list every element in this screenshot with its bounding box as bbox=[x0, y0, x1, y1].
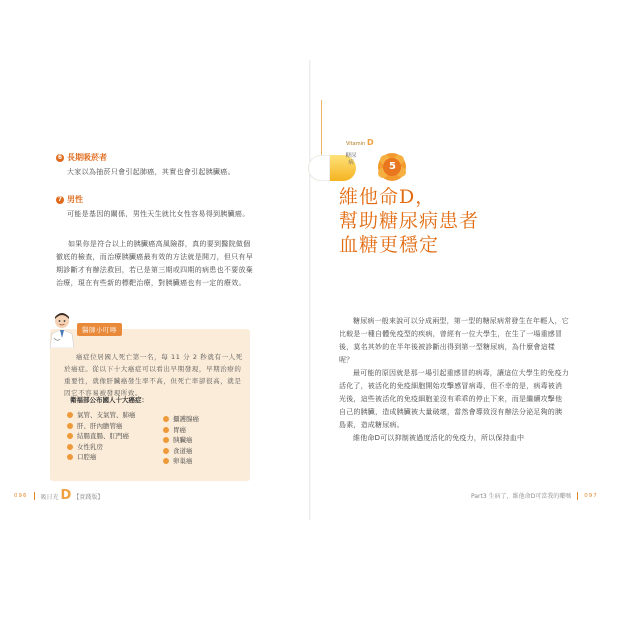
list-item-text: 結腸直腸、肛門癌 bbox=[77, 432, 129, 440]
chapter-number: 5 bbox=[389, 161, 396, 172]
book-title-suffix: 【實踐版】 bbox=[73, 493, 104, 501]
list-item bbox=[67, 452, 136, 463]
list-item-text: 胃癌 bbox=[173, 425, 186, 434]
tip-line: 因它不容易被發現所致。 bbox=[64, 389, 143, 397]
list-item-text: 食道癌 bbox=[173, 446, 193, 455]
chapter-label: 糖尿病 bbox=[345, 153, 357, 166]
page-number: 097 bbox=[584, 492, 598, 499]
doctor-illustration-icon bbox=[48, 312, 76, 348]
part-title: Part3 生病了，維他命D可當我的藥嗎 bbox=[471, 493, 572, 500]
item-number-badge: 7 bbox=[57, 195, 63, 203]
risk-item-6-text: 大家以為抽菸只會引起肺癌，其實也會引起胰臟癌。 bbox=[67, 168, 235, 176]
bullet-icon bbox=[67, 444, 73, 450]
list-item-text: 攝護腺癌 bbox=[173, 415, 199, 423]
tip-line: 癌症位居國人死亡第一名，每 11 分 2 秒就有一人死 bbox=[76, 353, 243, 361]
list-item bbox=[67, 421, 136, 432]
list-item bbox=[163, 425, 199, 436]
paragraph-line: 如果你是符合以上的胰臟癌高風險群，真的要到醫院做個 bbox=[68, 240, 251, 248]
list-item-text: 肝、肝內膽管癌 bbox=[77, 421, 123, 430]
advice-paragraph bbox=[56, 238, 253, 290]
risk-item-6-heading bbox=[56, 152, 107, 163]
page-number: 096 bbox=[14, 493, 28, 499]
bullet-icon bbox=[163, 448, 169, 454]
paragraph-line: 徹底的檢查，而治療胰臟癌最有效的方法就是開刀，但只有早 bbox=[56, 253, 254, 261]
bullet-icon bbox=[163, 416, 169, 422]
item-number-badge: 6 bbox=[57, 153, 63, 161]
article-body bbox=[339, 315, 569, 445]
item-title: 長期吸菸者 bbox=[67, 153, 107, 162]
title-line: 幫助糖尿病患者 bbox=[339, 210, 480, 232]
cancer-list-title: 衛福部公布國人十大癌症： bbox=[70, 396, 148, 404]
bullet-icon bbox=[67, 454, 73, 460]
chapter-title bbox=[339, 185, 479, 257]
tip-line: 於癌症。從以下十大癌症可以看出早期發現，早期治療的 bbox=[64, 365, 242, 373]
book-title-d: D bbox=[60, 488, 72, 503]
tip-line: 重要性，就像肝臟癌發生率不高，但死亡率卻很高，就是 bbox=[64, 377, 242, 385]
folio-divider bbox=[34, 492, 35, 500]
bullet-icon bbox=[67, 433, 73, 439]
bullet-icon bbox=[163, 458, 169, 464]
right-folio bbox=[471, 491, 598, 500]
right-page bbox=[311, 0, 620, 620]
vitamin-word: Vitamin bbox=[346, 141, 366, 147]
left-folio bbox=[14, 488, 104, 503]
list-item-text: 卵巢癌 bbox=[173, 457, 193, 465]
list-item-text: 胰臟癌 bbox=[173, 436, 193, 444]
list-item bbox=[67, 410, 136, 421]
doctor-tip-text bbox=[64, 351, 243, 399]
paragraph-line: 治療，現在有些新的標靶治療，對胰臟癌也有一定的療效。 bbox=[56, 279, 246, 287]
list-item bbox=[163, 435, 199, 446]
paragraph-line: 期診斷才有辦法救回，若已是第三期或四期的病患也不要放棄 bbox=[56, 266, 254, 274]
doctor-tip-label: 醫師小叮嚀 bbox=[77, 323, 122, 336]
capsule-cap bbox=[308, 155, 330, 181]
article-paragraph: 維他命D可以抑制被過度活化的免疫力，所以保持血中 bbox=[353, 434, 525, 442]
bullet-icon bbox=[67, 412, 73, 418]
article-paragraph: 最可能的原因就是那一場引起重感冒的病毒，讓這位大學生的免疫力活化了，被活化的免疫細胞開始攻擊感冒病毒，但不幸的是，病毒被消光後，這些被活化的免疫細胞並沒有乖乖的停止下來，而是繼續攻擊他自己的胰臟，造成胰臟被大量破壞，當然會導致沒有辦法分泌足夠的胰島素，造成糖尿病。 bbox=[339, 369, 569, 429]
title-line: 血糖更穩定 bbox=[339, 234, 440, 256]
bullet-icon bbox=[67, 423, 73, 429]
risk-item-7-text: 可能是基因的關係，男性天生就比女性容易得到胰臟癌。 bbox=[67, 210, 250, 218]
book-title-prefix: 吸日光 bbox=[40, 493, 59, 501]
list-item bbox=[163, 456, 199, 467]
cancer-list-left bbox=[67, 410, 136, 463]
bullet-icon bbox=[163, 427, 169, 433]
cancer-list-right bbox=[163, 414, 199, 467]
list-item bbox=[67, 431, 136, 442]
folio-divider bbox=[577, 492, 578, 500]
list-item bbox=[163, 414, 199, 425]
bullet-icon bbox=[163, 437, 169, 443]
decorative-line bbox=[321, 100, 322, 155]
vitamin-d-letter: D bbox=[367, 138, 374, 147]
list-item-text: 口腔癌 bbox=[77, 453, 97, 461]
item-title: 男性 bbox=[67, 195, 83, 204]
list-item bbox=[67, 442, 136, 453]
risk-item-7-heading bbox=[56, 194, 83, 205]
title-line: 維他命D， bbox=[339, 186, 436, 208]
article-paragraph: 糖尿病一般來說可以分成兩型，第一型的糖尿病常發生在年輕人，它比較是一種自體免疫型的疾病，曾經有一位大學生，在生了一場重感冒後，莫名其妙的在半年後被診斷出得到第一型糖尿病，為什麼會這樣呢？ bbox=[339, 317, 569, 364]
list-item-text: 氣管、支氣管、肺癌 bbox=[77, 411, 136, 419]
list-item-text: 女性乳房 bbox=[77, 442, 103, 451]
list-item bbox=[163, 446, 199, 457]
